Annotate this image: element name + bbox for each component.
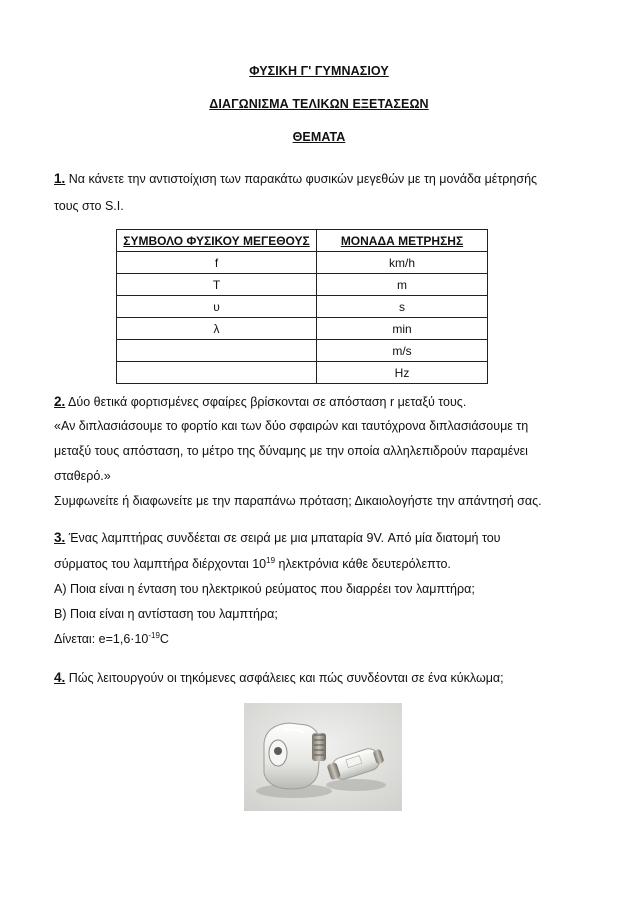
table-row <box>117 296 488 318</box>
table-row <box>117 340 488 362</box>
q4-text: Πώς λειτουργούν οι τηκόμενες ασφάλειες και πώς συνδέονται σε ένα κύκλωμα; <box>65 671 504 685</box>
units-table <box>116 229 488 384</box>
q2-text-1: Δύο θετικά φορτισμένες σφαίρες βρίσκονται σε απόσταση r μεταξύ τους. <box>65 395 467 409</box>
q2-line-1 <box>54 394 466 409</box>
q3-exponent: 19 <box>266 556 276 565</box>
q3-line-3: Α) Ποια είναι η ένταση του ηλεκτρικού ρεύματος που διαρρέει τον λαμπτήρα; <box>54 582 475 596</box>
q1-text-a: Να κάνετε την αντιστοίχιση των παρακάτω φυσικών μεγεθών με τη μονάδα μέτρησής <box>65 172 538 186</box>
q4-line-1 <box>54 670 504 685</box>
q3-line-5 <box>54 632 169 646</box>
table-cell-symbol: T <box>117 274 317 296</box>
table-cell-symbol: f <box>117 252 317 274</box>
q1-line-2: τους στο S.I. <box>54 199 124 213</box>
table-row <box>117 318 488 340</box>
q2-line-3: μεταξύ τους απόσταση, το μέτρο της δύναμης με την οποία αλληλεπιδρούν παραμένει <box>54 444 528 458</box>
fuse-photo <box>244 703 402 811</box>
table-cell-unit: Hz <box>317 362 488 384</box>
table-cell-unit: min <box>317 318 488 340</box>
table-cell-unit: m/s <box>317 340 488 362</box>
table-cell-symbol <box>117 362 317 384</box>
fuse-illustration <box>244 703 402 811</box>
q1-number: 1. <box>54 171 66 186</box>
course-title: ΦΥΣΙΚΗ Γ' ΓΥΜΝΑΣΙΟΥ <box>249 64 389 78</box>
table-header-unit: ΜΟΝΑΔΑ ΜΕΤΡΗΣΗΣ <box>317 230 488 252</box>
exam-title: ΔΙΑΓΩΝΙΣΜΑ ΤΕΛΙΚΩΝ ΕΞΕΤΑΣΕΩΝ <box>209 97 429 111</box>
q3-line-4: Β) Ποια είναι η αντίσταση του λαμπτήρα; <box>54 607 278 621</box>
section-title: ΘΕΜΑΤΑ <box>292 130 346 144</box>
table-cell-unit: km/h <box>317 252 488 274</box>
q3-text-1: Ένας λαμπτήρας συνδέεται σε σειρά με μια μπαταρία 9V. Από μία διατομή του <box>65 531 501 545</box>
q3-given-a: Δίνεται: e=1,6·10 <box>54 632 149 646</box>
table-cell-symbol: λ <box>117 318 317 340</box>
table-row <box>117 362 488 384</box>
q1-line-1 <box>54 171 537 186</box>
table-cell-unit: m <box>317 274 488 296</box>
q3-text-2a: σύρματος του λαμπτήρα διέρχονται 10 <box>54 557 267 571</box>
q2-line-5: Συμφωνείτε ή διαφωνείτε με την παραπάνω πρόταση; Δικαιολογήστε την απάντησή σας. <box>54 494 542 508</box>
q3-line-2 <box>54 557 451 571</box>
table-header-row <box>117 230 488 252</box>
q3-line-1 <box>54 530 501 545</box>
table-cell-symbol <box>117 340 317 362</box>
table-row <box>117 252 488 274</box>
q3-text-2b: ηλεκτρόνια κάθε δευτερόλεπτο. <box>275 557 451 571</box>
q4-number: 4. <box>54 670 66 685</box>
q3-number: 3. <box>54 530 66 545</box>
table-row <box>117 274 488 296</box>
q3-given-b: C <box>159 632 169 646</box>
table-cell-unit: s <box>317 296 488 318</box>
table-cell-symbol: υ <box>117 296 317 318</box>
q2-line-2: «Αν διπλασιάσουμε το φορτίο και των δύο σφαιρών και ταυτόχρονα διπλασιάσουμε τη <box>54 419 529 433</box>
table-header-symbol: ΣΥΜΒΟΛΟ ΦΥΣΙΚΟΥ ΜΕΓΕΘΟΥΣ <box>117 230 317 252</box>
q3-given-exponent: -19 <box>148 631 160 640</box>
q2-line-4: σταθερό.» <box>54 469 111 483</box>
q2-number: 2. <box>54 394 66 409</box>
